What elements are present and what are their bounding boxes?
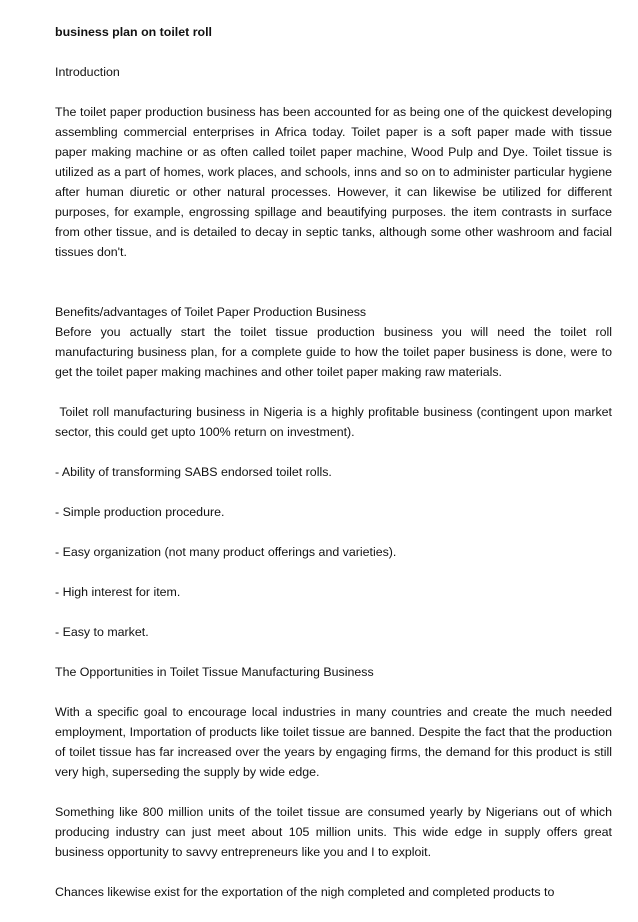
benefits-paragraph: Before you actually start the toilet tissue production business you will need the toilet roll manufacturing business plan, for a complete guide to how the toilet paper business is done, were to get the toilet paper making machines and other toilet paper making raw materials.	[55, 325, 612, 379]
benefits-heading: Benefits/advantages of Toilet Paper Production Business	[55, 305, 367, 319]
nigeria-paragraph: Toilet roll manufacturing business in Nigeria is a highly profitable business (contingent upon market sector, this could get upto 100% return on investment).	[55, 405, 616, 439]
bullet-item: - Ability of transforming SABS endorsed toilet rolls.	[55, 465, 332, 479]
intro-heading: Introduction	[55, 65, 120, 79]
bullet-item: - Simple production procedure.	[55, 505, 225, 519]
export-paragraph: Chances likewise exist for the exportation of the nigh completed and completed products to	[55, 885, 555, 899]
opportunities-heading: The Opportunities in Toilet Tissue Manufacturing Business	[55, 665, 374, 679]
document-page	[55, 22, 616, 922]
bullet-item: - Easy organization (not many product offerings and varieties).	[55, 545, 397, 559]
bullet-item: - Easy to market.	[55, 625, 149, 639]
opportunities-paragraph: With a specific goal to encourage local industries in many countries and create the much needed employment, Importation of products like toilet tissue are banned. Despite the fact that the production of toilet tissue has far increased over the years by engaging firms, the demand for this product is still very high, superseding the supply by wide edge.	[55, 705, 612, 779]
document-title: business plan on toilet roll	[55, 25, 212, 39]
consumption-paragraph: Something like 800 million units of the toilet tissue are consumed yearly by Nigerians out of which producing industry can just meet about 105 million units. This wide edge in supply offers great business opportunity to savvy entrepreneurs like you and I to exploit.	[55, 805, 612, 859]
intro-paragraph: The toilet paper production business has been accounted for as being one of the quickest developing assembling commercial enterprises in Africa today. Toilet paper is a soft paper made with tissue paper making machine or as often called toilet paper machine, Wood Pulp and Dye. Toilet tissue is utilized as a part of homes, work places, and schools, inns and so on to administer particular hygiene after human diuretic or other natural processes. However, it can likewise be utilized for different purposes, for example, engrossing spillage and beautifying purposes. the item contrasts in surface from other tissue, and is detailed to decay in septic tanks, although some other washroom and facial tissues don't.	[55, 105, 612, 259]
bullet-item: - High interest for item.	[55, 585, 181, 599]
